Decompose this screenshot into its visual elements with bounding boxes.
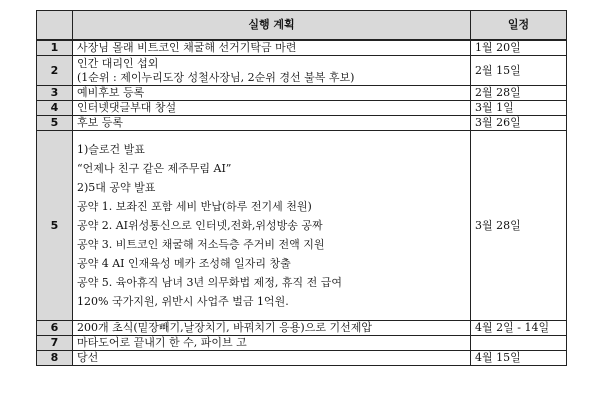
plan-line: 후보 등록 [77,116,124,129]
plan-line: 200개 초식(밑장빼기,날장치기, 바꿔치기 응용)으로 기선제압 [77,321,372,334]
table-row [37,351,567,366]
header-number [37,11,73,41]
plan-line: 인간 대리인 섭외 [77,56,159,70]
row-plan [73,321,471,336]
table-row [37,116,567,131]
plan-line: 공약 3. 비트코인 채굴해 저소득층 주거비 전액 지원 [77,238,325,251]
plan-line: 예비후보 등록 [77,86,145,99]
row-date: 4월 2일 - 14일 [471,321,567,336]
row-number: 5 [37,131,73,321]
row-plan [73,86,471,101]
row-date: 2월 15일 [471,56,567,86]
row-plan [73,116,471,131]
table-row [37,131,567,321]
table-body [37,40,567,366]
plan-line: 당선 [77,351,99,364]
row-date: 3월 28일 [471,131,567,321]
row-number: 7 [37,336,73,351]
row-date: 2월 28일 [471,86,567,101]
row-date: 4월 15일 [471,351,567,366]
row-number: 6 [37,321,73,336]
row-plan [73,56,471,86]
row-plan [73,40,471,56]
table-row [37,336,567,351]
row-number: 8 [37,351,73,366]
table-row [37,40,567,56]
plan-line: 2)5대 공약 발표 [77,181,156,194]
row-plan [73,101,471,116]
row-date: 3월 26일 [471,116,567,131]
plan-line: 공약 2. AI위성통신으로 인터넷,전화,위성방송 공짜 [77,219,323,232]
row-number: 4 [37,101,73,116]
plan-line: “언제나 친구 같은 제주무림 AI” [77,162,232,175]
plan-line: 사장님 몰래 비트코인 채굴해 선거기탁금 마련 [77,41,297,54]
row-date: 3월 1일 [471,101,567,116]
plan-table [36,10,567,366]
plan-line: 공약 4 AI 인재육성 메카 조성해 일자리 창출 [77,257,291,270]
plan-line: 공약 5. 육아휴직 남녀 3년 의무화법 제정, 휴직 전 급여 [77,276,342,289]
row-number: 1 [37,40,73,56]
table-row [37,56,567,86]
row-date [471,336,567,351]
plan-line: 마타도어로 끝내기 한 수, 파이브 고 [77,336,247,349]
table-row [37,86,567,101]
plan-line: 공약 1. 보좌진 포함 세비 반납(하루 전기세 천원) [77,200,312,213]
header-plan: 실행 계획 [73,11,471,41]
row-number: 5 [37,116,73,131]
row-date: 1월 20일 [471,40,567,56]
plan-line: 인터넷댓글부대 창설 [77,101,177,114]
plan-line: 1)슬로건 발표 [77,143,145,156]
row-plan [73,351,471,366]
plan-line: 120% 국가지원, 위반시 사업주 벌금 1억원. [77,295,289,308]
row-number: 2 [37,56,73,86]
row-number: 3 [37,86,73,101]
row-plan [73,336,471,351]
table-row [37,101,567,116]
plan-line: (1순위 : 제이누리도장 성철사장님, 2순위 경선 불복 후보) [77,70,355,84]
table-row [37,321,567,336]
row-plan [73,131,471,321]
header-date: 일정 [471,11,567,41]
header-row [37,11,567,41]
